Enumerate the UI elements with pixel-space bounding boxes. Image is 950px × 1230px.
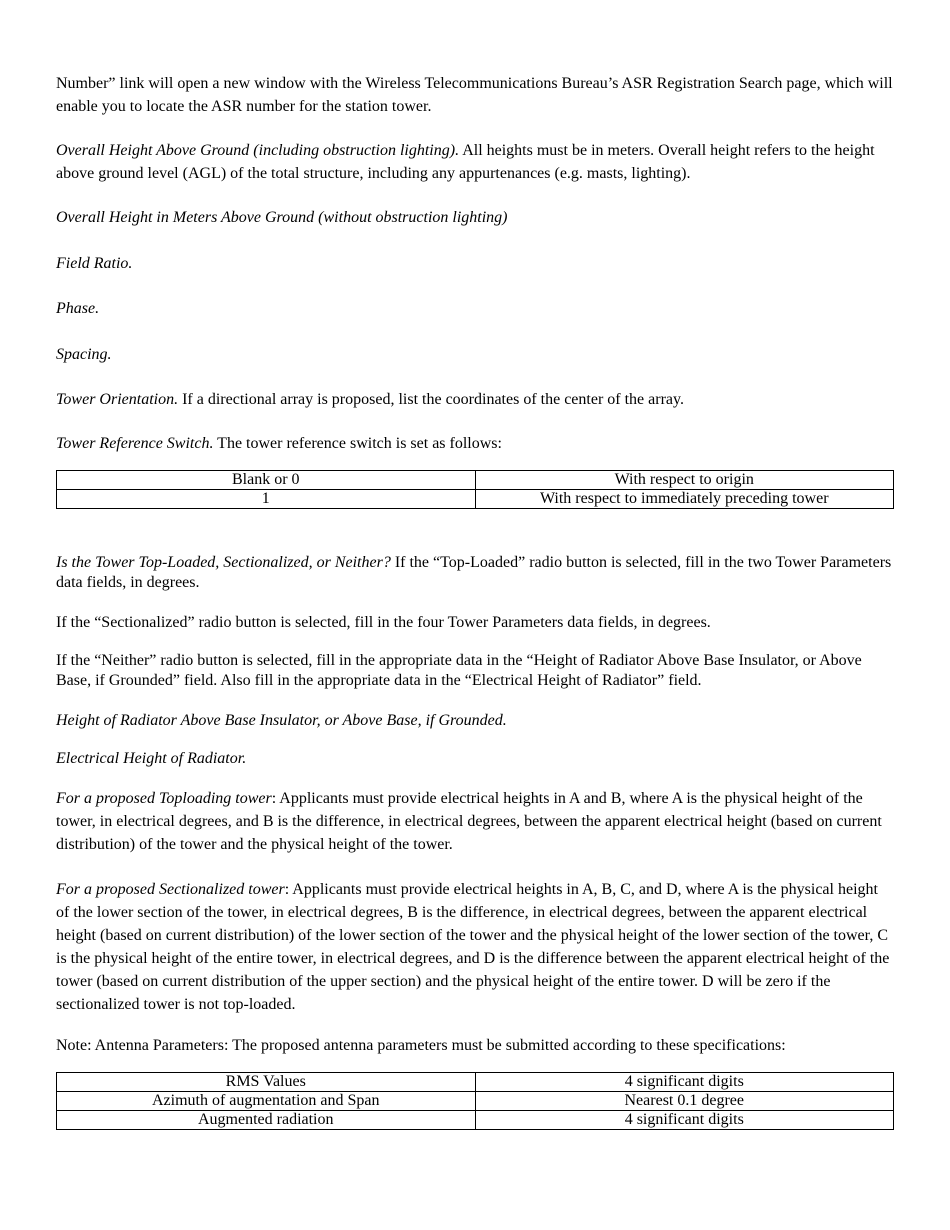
- table-cell: 4 significant digits: [475, 1111, 894, 1130]
- table-row: [57, 1092, 894, 1111]
- tower-orientation-text: If a directional array is proposed, list the coordinates of the center of the array.: [182, 391, 684, 408]
- tower-reference-paragraph: [56, 432, 894, 455]
- toploading-paragraph: [56, 787, 894, 856]
- toploading-text: : Applicants must provide electrical heights in A and B, where A is the physical height of the tower, in electrical degrees, and B is the difference, in electrical degrees, between the apparent electrical height (based on current distribution) of the tower and the physical height of the tower.: [56, 790, 882, 853]
- field-ratio-paragraph: [56, 252, 894, 275]
- table-row: [57, 490, 894, 509]
- table-row: [57, 1073, 894, 1092]
- electrical-height-paragraph: [56, 749, 894, 769]
- table-row: [57, 1111, 894, 1130]
- top-loaded-label: Is the Tower Top-Loaded, Sectionalized, or Neither?: [56, 554, 391, 571]
- neither-note-paragraph: If the “Neither” radio button is selected, fill in the appropriate data in the “Height of Radiator Above Base Insulator, or Above Base, if Grounded” field. Also fill in the appropriate data in the “Electrical Height of Radiator” field.: [56, 652, 862, 689]
- table-cell: 1: [57, 490, 476, 509]
- table-cell: With respect to origin: [475, 471, 894, 490]
- table-cell: With respect to immediately preceding tower: [475, 490, 894, 509]
- height-radiator-label: Height of Radiator Above Base Insulator, or Above Base, if Grounded.: [56, 712, 507, 729]
- phase-label: Phase.: [56, 300, 100, 317]
- top-loaded-paragraph: [56, 553, 894, 593]
- sectionalized-note-paragraph: If the “Sectionalized” radio button is selected, fill in the four Tower Parameters data fields, in degrees.: [56, 614, 711, 631]
- tower-reference-table: [56, 470, 894, 509]
- height-radiator-paragraph: [56, 711, 894, 731]
- overall-height-label: Overall Height Above Ground (including obstruction lighting).: [56, 142, 460, 159]
- tower-reference-label: Tower Reference Switch.: [56, 435, 214, 452]
- spacing-paragraph: [56, 343, 894, 366]
- overall-height-meters-paragraph: [56, 206, 894, 229]
- tower-reference-text: The tower reference switch is set as follows:: [217, 435, 502, 452]
- table-cell: Nearest 0.1 degree: [475, 1092, 894, 1111]
- sectionalized-text: : Applicants must provide electrical heights in A, B, C, and D, where A is the physical height of the lower section of the tower, in electrical degrees, B is the difference, in electrical degrees, between the apparent electrical height (based on current distribution) of the lower section of the tower and the physical height of the lower section of the tower, C is the physical height of the entire tower, in electrical degrees, and D is the difference between the apparent electrical height of the tower (based on current distribution of the upper section) and the physical height of the entire tower. D will be zero if the sectionalized tower is not top-loaded.: [56, 881, 890, 1013]
- table-cell: 4 significant digits: [475, 1073, 894, 1092]
- top-loaded-text: If the “Top-Loaded” radio button is selected, fill in the two Tower Parameters data fields, in degrees.: [56, 554, 892, 591]
- table-cell: Blank or 0: [57, 471, 476, 490]
- overall-height-meters-label: Overall Height in Meters Above Ground (without obstruction lighting): [56, 209, 508, 226]
- table-cell: RMS Values: [57, 1073, 476, 1092]
- spacing-label: Spacing.: [56, 346, 112, 363]
- table-row: [57, 471, 894, 490]
- table-cell: Augmented radiation: [57, 1111, 476, 1130]
- tower-orientation-paragraph: [56, 388, 894, 411]
- table-cell: Azimuth of augmentation and Span: [57, 1092, 476, 1111]
- toploading-label: For a proposed Toploading tower: [56, 790, 272, 807]
- overall-height-text: All heights must be in meters. Overall height refers to the height above ground level (AGL) of the total structure, including any appurtenances (e.g. masts, lighting).: [56, 142, 875, 182]
- overall-height-paragraph: [56, 139, 894, 185]
- phase-paragraph: [56, 297, 894, 320]
- document-page: [56, 72, 894, 1130]
- antenna-parameters-table: [56, 1072, 894, 1130]
- sectionalized-paragraph: [56, 878, 894, 1016]
- antenna-note-paragraph: Note: Antenna Parameters: The proposed antenna parameters must be submitted according to these specifications:: [56, 1037, 786, 1054]
- intro-paragraph: Number” link will open a new window with the Wireless Telecommunications Bureau’s ASR Registration Search page, which will enable you to locate the ASR number for the station tower.: [56, 75, 893, 115]
- tower-orientation-label: Tower Orientation.: [56, 391, 179, 408]
- electrical-height-label: Electrical Height of Radiator.: [56, 750, 247, 767]
- sectionalized-label: For a proposed Sectionalized tower: [56, 881, 285, 898]
- field-ratio-label: Field Ratio.: [56, 255, 133, 272]
